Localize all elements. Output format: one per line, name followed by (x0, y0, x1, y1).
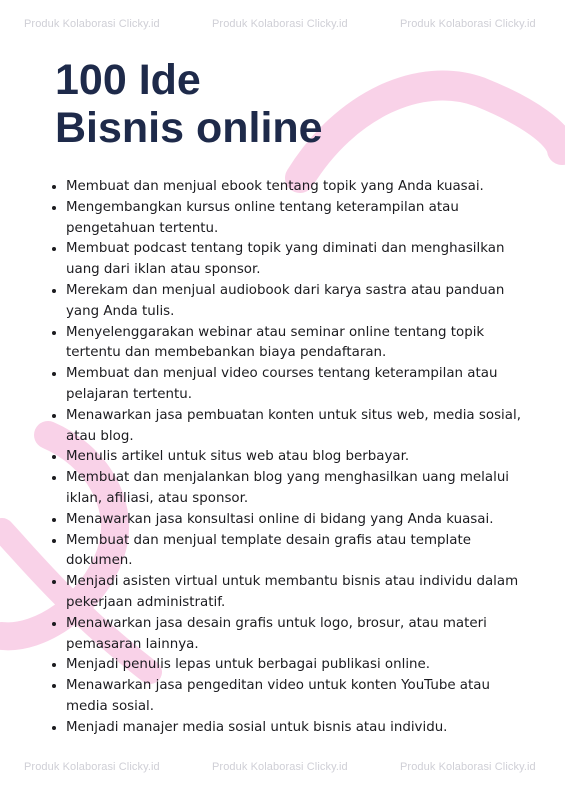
list-item: • Membuat dan menjalankan blog yang menghasilkan uang melalui iklan, afiliasi, atau sponsor. (66, 468, 521, 510)
list-item: • Merekam dan menjual audiobook dari karya sastra atau panduan yang Anda tulis. (66, 281, 521, 323)
list-item: • Mengembangkan kursus online tentang keterampilan atau pengetahuan tertentu. (66, 198, 521, 240)
list-item: • Menjadi asisten virtual untuk membantu bisnis atau individu dalam pekerjaan administratif. (66, 572, 521, 614)
list-item: • Menjadi manajer media sosial untuk bisnis atau individu. (66, 718, 521, 739)
business-ideas-list (48, 177, 521, 739)
list-item: • Menulis artikel untuk situs web atau blog berbayar. (66, 447, 521, 468)
page-title (55, 56, 323, 152)
watermark-text: Produk Kolaborasi Clicky.id (212, 18, 348, 30)
list-item: • Membuat dan menjual ebook tentang topik yang Anda kuasai. (66, 177, 521, 198)
watermark-text: Produk Kolaborasi Clicky.id (212, 761, 348, 773)
list-item: • Menawarkan jasa pengeditan video untuk konten YouTube atau media sosial. (66, 676, 521, 718)
list-item: • Menjadi penulis lepas untuk berbagai publikasi online. (66, 655, 521, 676)
pink-swirl-top-stroke (300, 85, 562, 178)
list-item: • Menawarkan jasa pembuatan konten untuk situs web, media sosial, atau blog. (66, 406, 521, 448)
list-item: • Membuat dan menjual video courses tentang keterampilan atau pelajaran tertentu. (66, 364, 521, 406)
watermark-row-bottom (0, 761, 565, 781)
list-item: • Membuat podcast tentang topik yang diminati dan menghasilkan uang dari iklan atau sponsor. (66, 239, 521, 281)
page-title-line-2: Bisnis online (55, 104, 323, 152)
watermark-text: Produk Kolaborasi Clicky.id (400, 18, 536, 30)
watermark-row-top (0, 18, 565, 38)
list-item: • Menawarkan jasa desain grafis untuk logo, brosur, atau materi pemasaran lainnya. (66, 614, 521, 656)
list-item: • Membuat dan menjual template desain grafis atau template dokumen. (66, 531, 521, 573)
page-title-line-1: 100 Ide (55, 56, 201, 104)
list-item: • Menawarkan jasa konsultasi online di bidang yang Anda kuasai. (66, 510, 521, 531)
watermark-text: Produk Kolaborasi Clicky.id (24, 18, 160, 30)
list-item: • Menyelenggarakan webinar atau seminar online tentang topik tertentu dan membebankan biaya pendaftaran. (66, 323, 521, 365)
watermark-text: Produk Kolaborasi Clicky.id (24, 761, 160, 773)
watermark-text: Produk Kolaborasi Clicky.id (400, 761, 536, 773)
